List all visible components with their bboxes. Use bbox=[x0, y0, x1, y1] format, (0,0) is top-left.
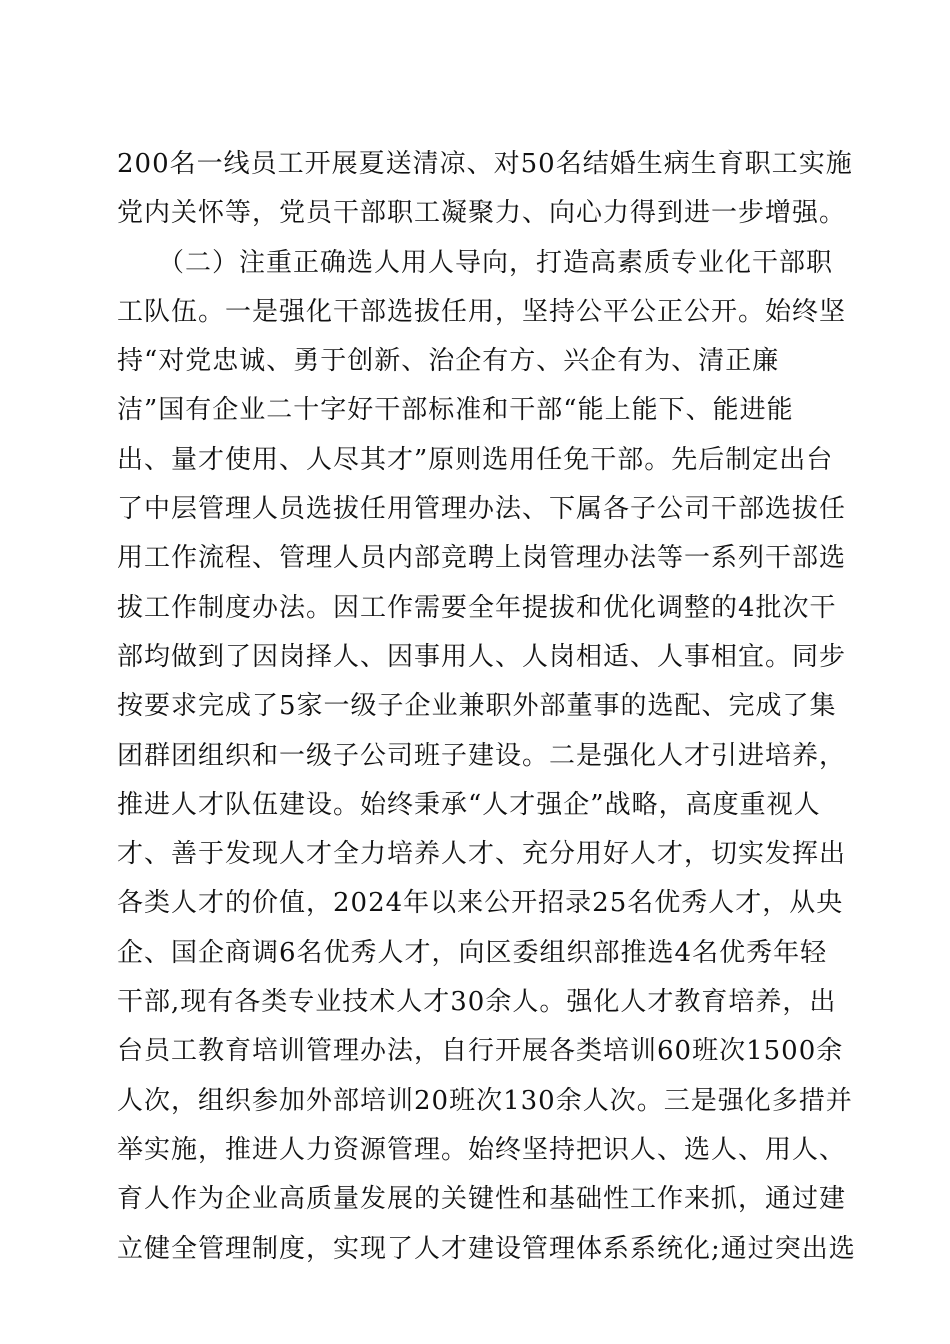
text-line: 200名一线员工开展夏送清凉、对50名结婚生病生育职工实施 bbox=[117, 149, 853, 179]
text-line: 工队伍。一是强化干部选拔任用，坚持公平公正公开。始终坚 bbox=[117, 296, 847, 327]
text-line: 了中层管理人员选拔任用管理办法、下属各子公司干部选拔任 bbox=[117, 494, 847, 525]
body-text bbox=[117, 140, 856, 1274]
text-line: 育人作为企业高质量发展的关键性和基础性工作来抓，通过建 bbox=[117, 1184, 847, 1215]
text-line: 团群团组织和一级子公司班子建设。二是强化人才引进培养， bbox=[117, 740, 847, 771]
text-line: 台员工教育培训管理办法，自行开展各类培训60班次1500余 bbox=[117, 1036, 844, 1067]
text-line: 推进人才队伍建设。始终秉承“人才强企”战略，高度重视人 bbox=[117, 789, 821, 820]
text-line: 部均做到了因岗择人、因事用人、人岗相适、人事相宜。同步 bbox=[117, 641, 847, 672]
text-line: 洁”国有企业二十字好干部标准和干部“能上能下、能进能 bbox=[117, 395, 794, 426]
text-line: 党内关怀等，党员干部职工凝聚力、向心力得到进一步增强。 bbox=[117, 198, 847, 229]
text-line: 立健全管理制度，实现了人才建设管理体系系统化;通过突出选 bbox=[117, 1233, 856, 1264]
text-line: 各类人才的价值，2024年以来公开招录25名优秀人才，从央 bbox=[117, 888, 844, 919]
text-line: 出、量才使用、人尽其才”原则选用任免干部。先后制定出台 bbox=[117, 444, 834, 475]
text-line: 用工作流程、管理人员内部竞聘上岗管理办法等一系列干部选 bbox=[117, 543, 847, 574]
text-line: 拔工作制度办法。因工作需要全年提拔和优化调整的4批次干 bbox=[117, 592, 837, 623]
text-line: 企、国企商调6名优秀人才，向区委组织部推选4名优秀年轻 bbox=[117, 937, 828, 968]
text-line: 人次，组织参加外部培训20班次130余人次。三是强化多措并 bbox=[117, 1085, 853, 1116]
text-line: 持“对党忠诚、勇于创新、治企有方、兴企有为、清正廉 bbox=[117, 346, 780, 377]
text-line: 举实施，推进人力资源管理。始终坚持把识人、选人、用人、 bbox=[117, 1134, 847, 1165]
text-line: 干部,现有各类专业技术人才30余人。强化人才教育培养，出 bbox=[117, 987, 837, 1018]
text-line: 按要求完成了5家一级子企业兼职外部董事的选配、完成了集 bbox=[117, 691, 837, 722]
section-heading-line: （二）注重正确选人用人导向，打造高素质专业化干部职 bbox=[117, 247, 834, 278]
text-line: 才、善于发现人才全力培养人才、充分用好人才，切实发挥出 bbox=[117, 839, 847, 870]
